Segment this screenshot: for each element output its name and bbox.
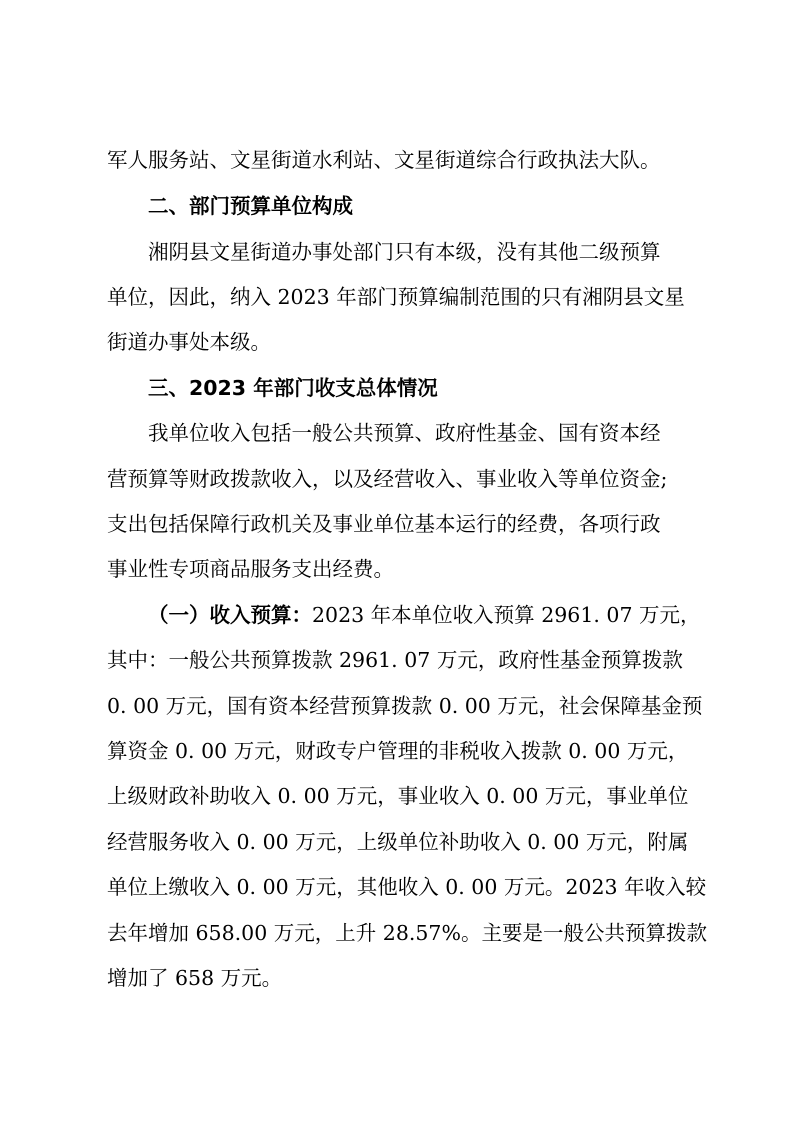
paragraph-line: 增加了 658 万元。 [107, 966, 283, 990]
paragraph-line: 经营服务收入 0. 00 万元，上级单位补助收入 0. 00 万元，附属 [107, 830, 689, 854]
section-heading-2: 二、部门预算单位构成 [148, 194, 353, 218]
paragraph-line: 我单位收入包括一般公共预算、政府性基金、国有资本经 [148, 421, 661, 445]
paragraph-line: 营预算等财政拨款收入，以及经营收入、事业收入等单位资金; [107, 467, 668, 491]
paragraph-line: 事业性专项商品服务支出经费。 [107, 557, 394, 581]
paragraph-line: 湘阴县文星街道办事处部门只有本级，没有其他二级预算 [148, 240, 661, 264]
paragraph-line: 街道办事处本级。 [107, 330, 271, 354]
paragraph-line [148, 603, 701, 627]
paragraph-line: 去年增加 658.00 万元，上升 28.57%。主要是一般公共预算拨款 [107, 921, 707, 945]
paragraph-line: 0. 00 万元，国有资本经营预算拨款 0. 00 万元，社会保障基金预 [107, 694, 703, 718]
section-heading-3: 三、2023 年部门收支总体情况 [148, 376, 438, 400]
paragraph-line: 上级财政补助收入 0. 00 万元，事业收入 0. 00 万元，事业单位 [107, 784, 689, 808]
paragraph-line: 单位上缴收入 0. 00 万元，其他收入 0. 00 万元。2023 年收入较 [107, 875, 707, 899]
paragraph-line: 支出包括保障行政机关及事业单位基本运行的经费，各项行政 [107, 512, 661, 536]
paragraph-line: 算资金 0. 00 万元，财政专户管理的非税收入拨款 0. 00 万元， [107, 739, 689, 763]
paragraph-line: 其中：一般公共预算拨款 2961. 07 万元，政府性基金预算拨款 [107, 648, 683, 672]
subsection-heading-income: （一）收入预算： [148, 603, 312, 627]
income-summary: 2023 年本单位收入预算 2961. 07 万元， [312, 603, 701, 627]
paragraph-line: 单位，因此，纳入 2023 年部门预算编制范围的只有湘阴县文星 [107, 285, 685, 309]
paragraph-line: 军人服务站、文星街道水利站、文星街道综合行政执法大队。 [107, 148, 661, 172]
